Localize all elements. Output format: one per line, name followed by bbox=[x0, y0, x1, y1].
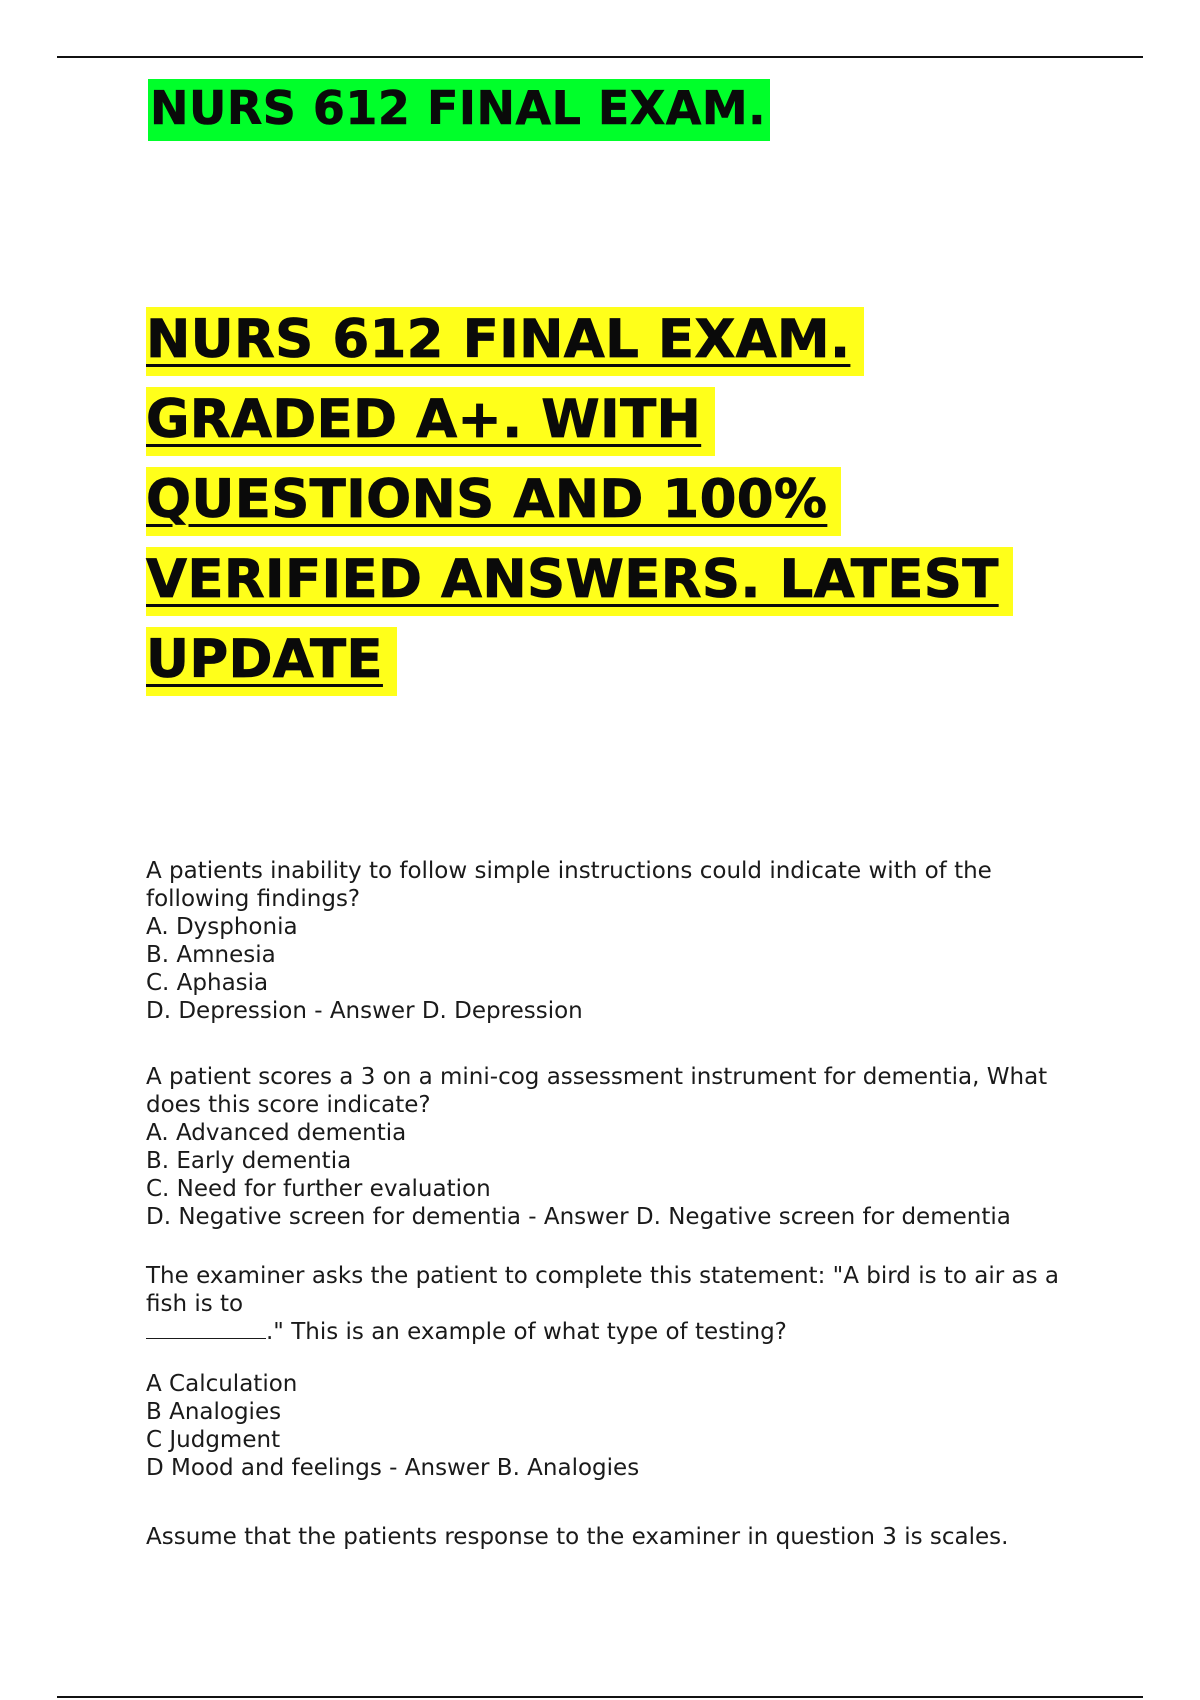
title-line bbox=[146, 380, 1106, 460]
question-stem bbox=[146, 857, 1076, 913]
answer-option: D. Negative screen for dementia - Answer D. Negative screen for dementia bbox=[146, 1204, 1011, 1230]
question-stem-line: A patient scores a 3 on a mini-cog assessment instrument for dementia, What bbox=[146, 1064, 1048, 1090]
title-line-text: GRADED A+. WITH bbox=[146, 387, 715, 456]
title-line-text: NURS 612 FINAL EXAM. bbox=[146, 307, 864, 376]
badge-title bbox=[146, 74, 772, 142]
answer-option: B. Amnesia bbox=[146, 942, 276, 968]
question-stem-continuation: ." This is an example of what type of testing? bbox=[266, 1319, 787, 1345]
answer-option: C Judgment bbox=[146, 1427, 281, 1453]
question-stem bbox=[146, 1262, 1076, 1346]
top-divider bbox=[57, 56, 1143, 58]
title-line-text: VERIFIED ANSWERS. LATEST bbox=[146, 547, 1013, 616]
question-stem-line: does this score indicate? bbox=[146, 1092, 431, 1118]
title-line bbox=[146, 540, 1106, 620]
question-block-2 bbox=[146, 1063, 1076, 1231]
fill-in-blank bbox=[146, 1318, 266, 1339]
badge-title-text: NURS 612 FINAL EXAM. bbox=[148, 79, 770, 141]
answer-option: A. Dysphonia bbox=[146, 914, 298, 940]
question-block-1 bbox=[146, 857, 1076, 1025]
question-stem bbox=[146, 1063, 1076, 1119]
question-stem-line: A patients inability to follow simple instructions could indicate with of the bbox=[146, 858, 992, 884]
answer-option: A Calculation bbox=[146, 1371, 298, 1397]
title-line bbox=[146, 620, 1106, 700]
question-stem-line: The examiner asks the patient to complete this statement: "A bird is to air as a bbox=[146, 1263, 1060, 1289]
title-line-text: QUESTIONS AND 100% bbox=[146, 467, 841, 536]
answer-option: C. Need for further evaluation bbox=[146, 1176, 491, 1202]
question-stem-line bbox=[146, 1318, 1076, 1346]
answer-option: C. Aphasia bbox=[146, 970, 269, 996]
answer-option: B. Early dementia bbox=[146, 1148, 352, 1174]
question-stem-line: following findings? bbox=[146, 886, 361, 912]
answer-option: B Analogies bbox=[146, 1399, 282, 1425]
question-block-3 bbox=[146, 1262, 1076, 1482]
question-stem bbox=[146, 1523, 1076, 1551]
question-stem-line: fish is to bbox=[146, 1291, 244, 1317]
bottom-divider bbox=[57, 1696, 1143, 1698]
question-block-4 bbox=[146, 1523, 1076, 1551]
answer-option: D Mood and feelings - Answer B. Analogies bbox=[146, 1455, 640, 1481]
answer-option: A. Advanced dementia bbox=[146, 1120, 407, 1146]
answer-option: D. Depression - Answer D. Depression bbox=[146, 998, 583, 1024]
question-stem-line: Assume that the patients response to the examiner in question 3 is scales. bbox=[146, 1524, 1009, 1550]
spacer bbox=[146, 1346, 1076, 1370]
title-line bbox=[146, 460, 1106, 540]
title-line-text: UPDATE bbox=[146, 627, 397, 696]
document-title bbox=[146, 300, 1106, 700]
title-line bbox=[146, 300, 1106, 380]
